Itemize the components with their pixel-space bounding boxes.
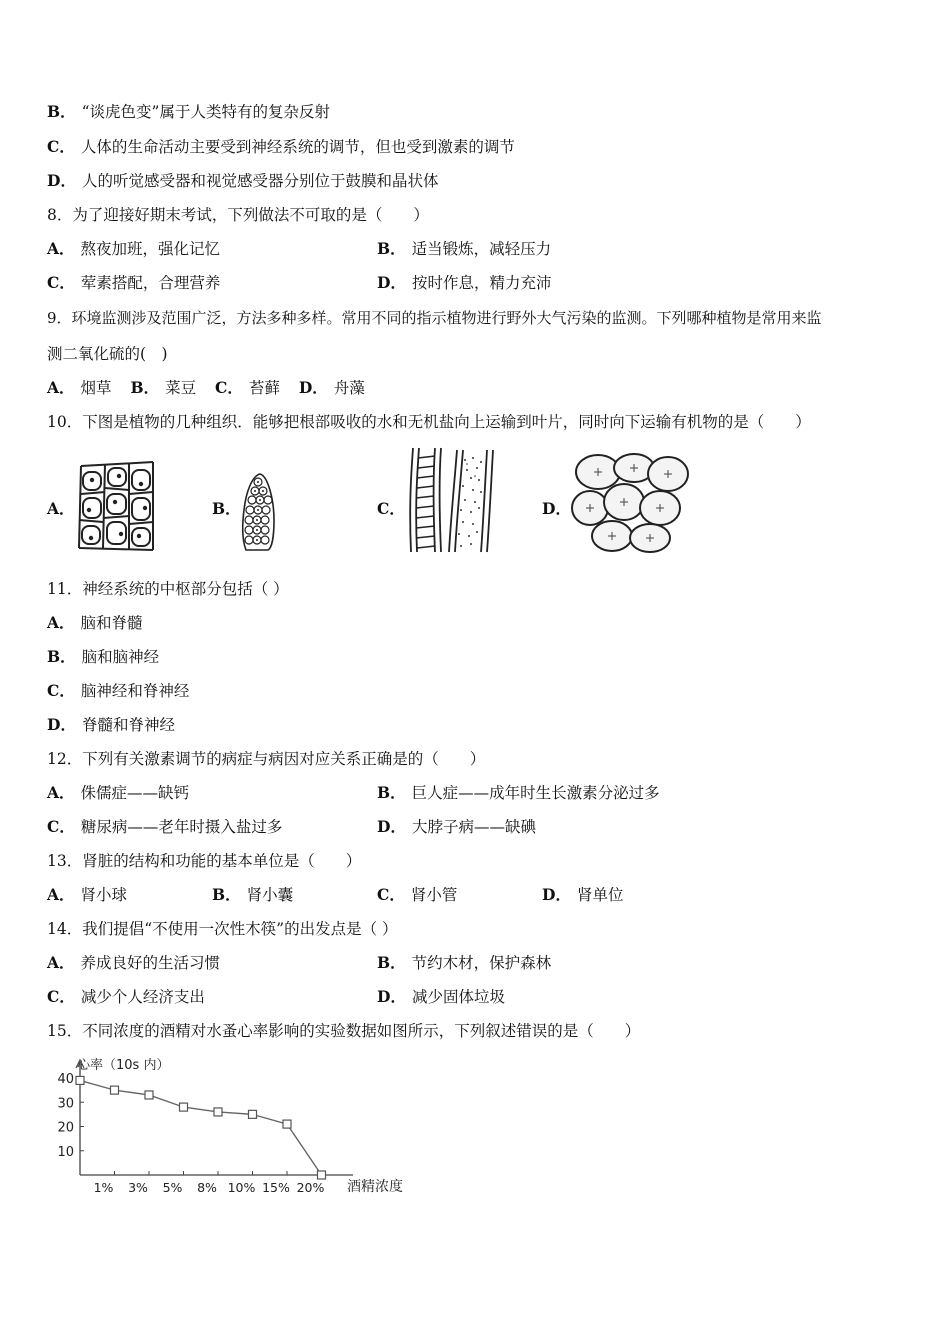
data-point [318,1171,326,1179]
x-tick-label: 15% [262,1180,290,1195]
q14-option-b: B． 节约木材，保护森林 [377,953,552,972]
x-tick-label: 20% [296,1180,325,1195]
q9-stem-line2: 测二氧化硫的( ) [47,345,168,363]
data-point [111,1086,119,1094]
q12-option-a: A． 侏儒症——缺钙 [47,783,190,802]
q11-option-b: B． 脑和脑神经 [47,647,160,666]
q10-label-c: C． [377,499,405,518]
tissue-c-figure [405,446,497,554]
x-tick-label: 10% [227,1180,256,1195]
q11-option-a: A． 脑和脊髓 [47,613,143,632]
q10-label-b: B． [212,499,241,518]
q10-stem: 10．下图是植物的几种组织．能够把根部吸收的水和无机盐向上运输到叶片，同时向下运输有机物的是（ ） [47,413,811,431]
data-point [249,1110,257,1118]
q14-option-d: D． 减少固体垃圾 [377,987,505,1006]
y-tick-label: 40 [57,1072,74,1087]
tissue-b-figure [238,470,280,554]
chart-series [76,1076,326,1179]
q7-option-d: D． 人的听觉感受器和视觉感受器分别位于鼓膜和晶状体 [47,171,439,190]
q14-option-c: C． 减少个人经济支出 [47,987,205,1006]
q8-option-c: C． 荤素搭配，合理营养 [47,273,221,292]
q10-label-d: D． [542,499,571,518]
q13-stem: 13．肾脏的结构和功能的基本单位是（ ） [47,852,362,870]
q15-stem: 15．不同浓度的酒精对水蚤心率影响的实验数据如图所示，下列叙述错误的是（ ） [47,1022,641,1040]
q11-option-c: C． 脑神经和脊神经 [47,681,190,700]
q14-option-a: A． 养成良好的生活习惯 [47,953,221,972]
q13-option-a: A． 肾小球 [47,885,128,904]
y-tick-label: 30 [57,1096,74,1112]
data-point [214,1108,222,1116]
q14-stem: 14．我们提倡“不使用一次性木筷”的出发点是（ ） [47,920,398,938]
q8-stem: 8．为了迎接好期末考试，下列做法不可取的是（ ） [47,206,429,224]
x-tick-label: 3% [128,1180,148,1195]
q9-options: A． 烟草 B． 菜豆 C． 苔藓 D． 舟藻 [47,378,365,397]
q12-option-b: B． 巨人症——成年时生长激素分泌过多 [377,783,660,802]
q8-option-b: B． 适当锻炼，减轻压力 [377,239,552,258]
x-tick-label: 5% [162,1180,183,1195]
q9-stem-line1: 9．环境监测涉及范围广泛，方法多种多样。常用不同的指示植物进行野外大气污染的监测。下列哪种植物是常用来监 [47,309,822,327]
q11-stem: 11．神经系统的中枢部分包括（ ） [47,580,289,598]
tissue-a-figure [75,458,157,553]
data-point [180,1103,188,1111]
q8-option-d: D． 按时作息，精力充沛 [377,273,552,292]
q13-option-b: B． 肾小囊 [212,885,294,904]
x-tick-label: 1% [93,1180,114,1195]
q12-option-d: D． 大脖子病——缺碘 [377,817,536,836]
data-point [76,1076,84,1084]
chart-axes [76,1060,353,1175]
y-tick-label: 20 [57,1120,74,1136]
tissue-d-figure [570,452,692,554]
x-tick-label: 8% [197,1180,217,1195]
q13-option-d: D． 肾单位 [542,885,624,904]
q7-option-c: C． 人体的生命活动主要受到神经系统的调节，但也受到激素的调节 [47,137,515,156]
data-point [145,1091,153,1099]
q13-option-c: C． 肾小管 [377,885,458,904]
q11-option-d: D． 脊髓和脊神经 [47,715,175,734]
q10-label-a: A． [47,499,75,518]
data-point [283,1120,291,1128]
heart-rate-chart [45,1050,425,1200]
chart-x-axis-label: 酒精浓度 [347,1179,403,1195]
q12-option-c: C． 糖尿病——老年时摄入盐过多 [47,817,283,836]
y-tick-label: 10 [57,1144,74,1160]
q8-option-a: A． 熬夜加班，强化记忆 [47,239,221,258]
q12-stem: 12．下列有关激素调节的病症与病因对应关系正确是的（ ） [47,750,486,768]
chart-y-axis-label: 心率（10s 内） [77,1058,170,1073]
q7-option-b: B． “谈虎色变”属于人类特有的复杂反射 [47,102,330,121]
